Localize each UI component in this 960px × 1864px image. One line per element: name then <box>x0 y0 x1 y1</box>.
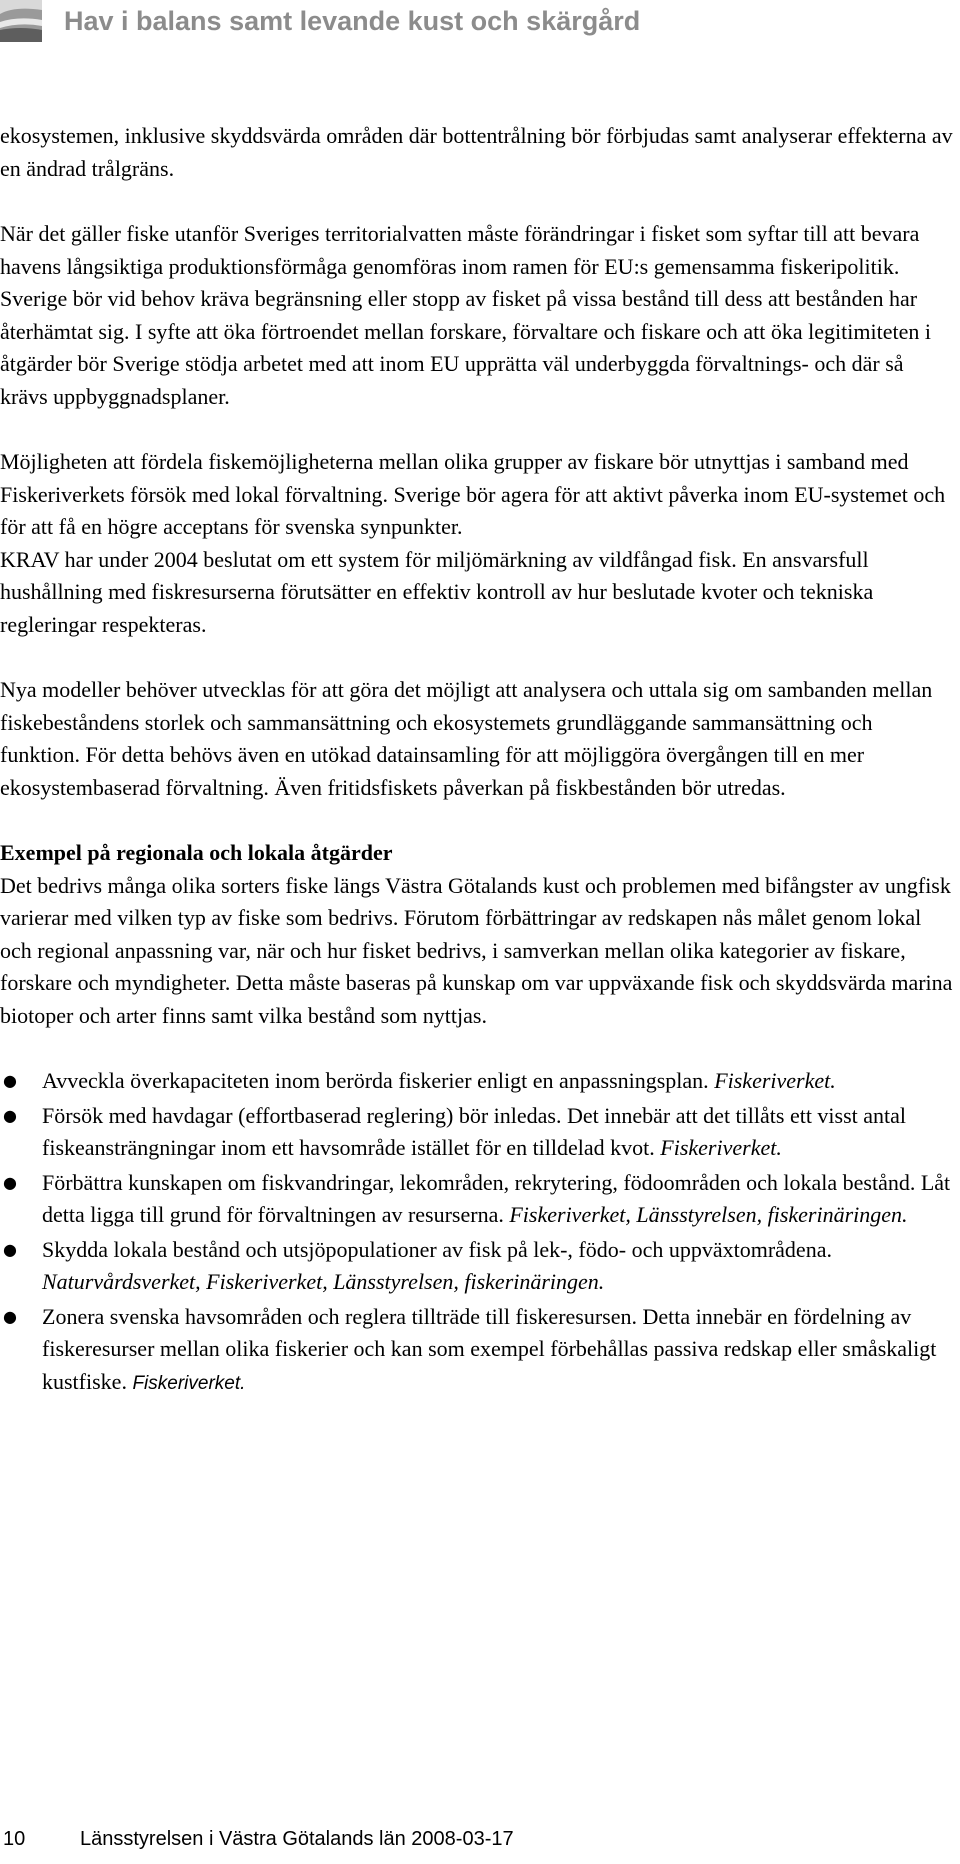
bullet-icon: ● <box>3 1172 17 1192</box>
list-item-text: Zonera svenska havsområden och reglera tillträde till fiskeresursen. Detta innebär en fördelning av fiskeresurser mellan olika fiskerier och kan som exempel förbehållas passiva redskap eller småskaligt kustfiske. <box>42 1303 937 1394</box>
list-item-text: Skydda lokala bestånd och utsjöpopulationer av fisk på lek-, födo- och uppväxtområdena. <box>42 1236 832 1262</box>
bullet-icon: ● <box>3 1105 17 1125</box>
list-item <box>0 1167 955 1232</box>
list-item <box>0 1234 955 1299</box>
list-item <box>0 1100 955 1165</box>
page-header <box>0 0 960 48</box>
bullet-icon: ● <box>3 1071 17 1090</box>
paragraph-1: ekosystemen, inklusive skyddsvärda områden där bottentrålning bör förbjudas samt analyserar effekterna av en ändrad trålgräns. <box>0 123 953 181</box>
footer-text: Länsstyrelsen i Västra Götalands län 2008-03-17 <box>80 1828 514 1850</box>
list-item-source: Fiskeriverket, Länsstyrelsen, fiskerinäringen. <box>509 1202 908 1227</box>
list-item-source: Fiskeriverket. <box>132 1372 246 1394</box>
list-item-text: Förbättra kunskapen om fiskvandringar, lekområden, rekrytering, födoområden och lokala bestånd. Låt detta ligga till grund för förvaltningen av resurserna. <box>42 1169 951 1227</box>
list-item-source: Fiskeriverket. <box>660 1135 782 1160</box>
list-item <box>0 1301 955 1401</box>
action-list <box>0 1065 955 1400</box>
seascape-logo-icon <box>0 0 42 42</box>
document-body <box>0 120 955 1402</box>
list-item-text: Avveckla överkapaciteten inom berörda fiskerier enligt en anpassningsplan. <box>42 1068 709 1093</box>
bullet-icon: ● <box>3 1306 17 1326</box>
paragraph-6: Det bedrivs många olika sorters fiske längs Västra Götalands kust och problemen med bifångster av ungfisk varierar med vilken typ av fiske som bedrivs. Förutom förbättringar av redskapen nås målet genom lokal och regional anpassning var, när och hur fisket bedrivs, i samverkan mellan olika kategorier av fiskare, forskare och myndigheter. Detta måste baseras på kunskap om var uppväxande fisk och skyddsvärda marina biotoper och arter finns samt vilka bestånd som nyttjas. <box>0 872 953 1028</box>
page-number: 10 <box>3 1828 26 1850</box>
paragraph-3: Möjligheten att fördela fiskemöjligheterna mellan olika grupper av fiskare bör utnyttjas i samband med Fiskeriverkets försök med lokal förvaltning. Sverige bör agera för att aktivt påverka inom EU-systemet och för att få en högre acceptans för svenska synpunkter. <box>0 449 946 539</box>
paragraph-4: KRAV har under 2004 beslutat om ett system för miljömärkning av vildfångad fisk. En ansvarsfull hushållning med fiskresurserna förutsätter en effektiv kontroll av hur beslutade kvoter och tekniska regleringar respekteras. <box>0 546 874 637</box>
list-item-source: Naturvårdsverket, Fiskeriverket, Länsstyrelsen, fiskerinäringen. <box>42 1269 605 1294</box>
header-title: Hav i balans samt levande kust och skärgård <box>64 6 641 36</box>
paragraph-2: När det gäller fiske utanför Sveriges territorialvatten måste förändringar i fisket som syftar till att bevara havens långsiktiga produktionsförmåga genomföras inom ramen för EU:s gemensamma fiskeripolitik. Sverige bör vid behov kräva begränsning eller stopp av fisket på vissa bestånd till dess att bestånden har återhämtat sig. I syfte att öka förtroendet mellan forskare, förvaltare och fiskare och att öka legitimiteten i åtgärder bör Sverige stödja arbetet med att inom EU upprätta väl underbyggda förvaltnings- och där så krävs uppbyggnadsplaner. <box>0 221 931 409</box>
bullet-icon: ● <box>3 1239 17 1259</box>
list-item <box>0 1065 955 1098</box>
paragraph-5: Nya modeller behöver utvecklas för att göra det möjligt att analysera och uttala sig om sambanden mellan fiskebeståndens storlek och sammansättning och ekosystemets grundläggande sammansättning och funktion. För detta behövs även en utökad datainsamling för att möjliggöra övergången till en mer ekosystembaserad förvaltning. Även fritidsfiskets påverkan på fiskbestånden bör utredas. <box>0 677 933 800</box>
list-item-text: Försök med havdagar (effortbaserad reglering) bör inledas. Det innebär att det tillåts ett visst antal fiskeansträngningar inom ett havsområde istället för en tilldelad kvot. <box>42 1102 907 1160</box>
section-heading: Exempel på regionala och lokala åtgärder <box>0 840 393 865</box>
list-item-source: Fiskeriverket. <box>714 1068 836 1093</box>
